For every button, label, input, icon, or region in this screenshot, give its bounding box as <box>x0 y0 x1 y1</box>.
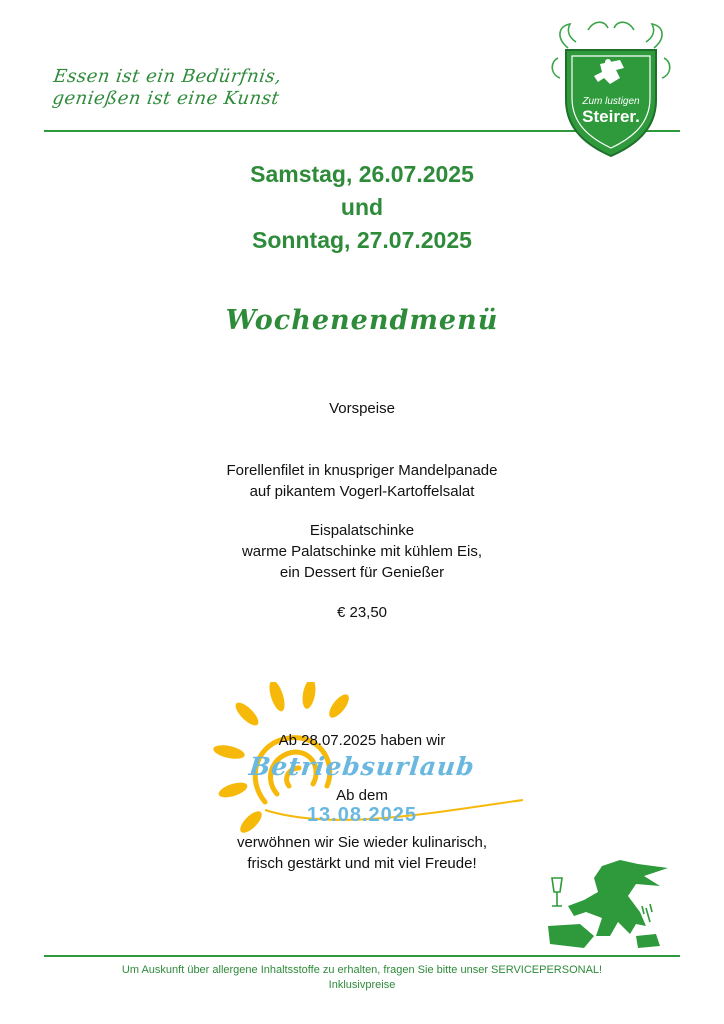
vacation-line-2: Ab dem <box>336 787 388 804</box>
footer-divider <box>44 955 680 957</box>
starter-line-2: auf pikantem Vogerl-Kartoffelsalat <box>249 483 475 500</box>
vacation-date: 13.08.2025 <box>306 804 418 826</box>
menu-title: Wochenendmenü <box>225 305 499 336</box>
slogan-line-1: Essen ist ein Bedürfnis, <box>52 66 283 87</box>
logo-small-text: Zum lustigen <box>582 96 640 107</box>
vacation-line-4: frisch gestärkt und mit viel Freude! <box>247 855 477 872</box>
price-note: Inklusivpreise <box>328 979 396 991</box>
allergen-note: Um Auskunft über allergene Inhaltsstoffe zu erhalten, fragen Sie bitte unser SERVICEPERSONAL! <box>121 964 603 976</box>
vacation-headline: Betriebsurlaub <box>247 752 477 781</box>
dessert-line-1: warme Palatschinke mit kühlem Eis, <box>241 543 483 560</box>
logo-big-text: Steirer. <box>582 107 640 126</box>
slogan-line-2: genießen ist eine Kunst <box>51 88 281 109</box>
dessert-name: Eispalatschinke <box>309 522 415 539</box>
course-label: Vorspeise <box>329 400 395 417</box>
price: € 23,50 <box>336 604 388 621</box>
date-line-1: Samstag, 26.07.2025 <box>250 161 474 187</box>
dessert-line-2: ein Dessert für Genießer <box>279 564 445 581</box>
date-line-2: und <box>340 194 384 220</box>
date-line-3: Sonntag, 27.07.2025 <box>252 227 472 253</box>
restaurant-logo <box>548 18 674 160</box>
vacation-line-3: verwöhnen wir Sie wieder kulinarisch, <box>236 834 488 851</box>
starter-line-1: Forellenfilet in knuspriger Mandelpanade <box>226 462 498 479</box>
vacation-line-1: Ab 28.07.2025 haben wir <box>278 732 446 749</box>
mascot-waiter-icon <box>540 852 670 952</box>
slogan <box>49 66 345 110</box>
